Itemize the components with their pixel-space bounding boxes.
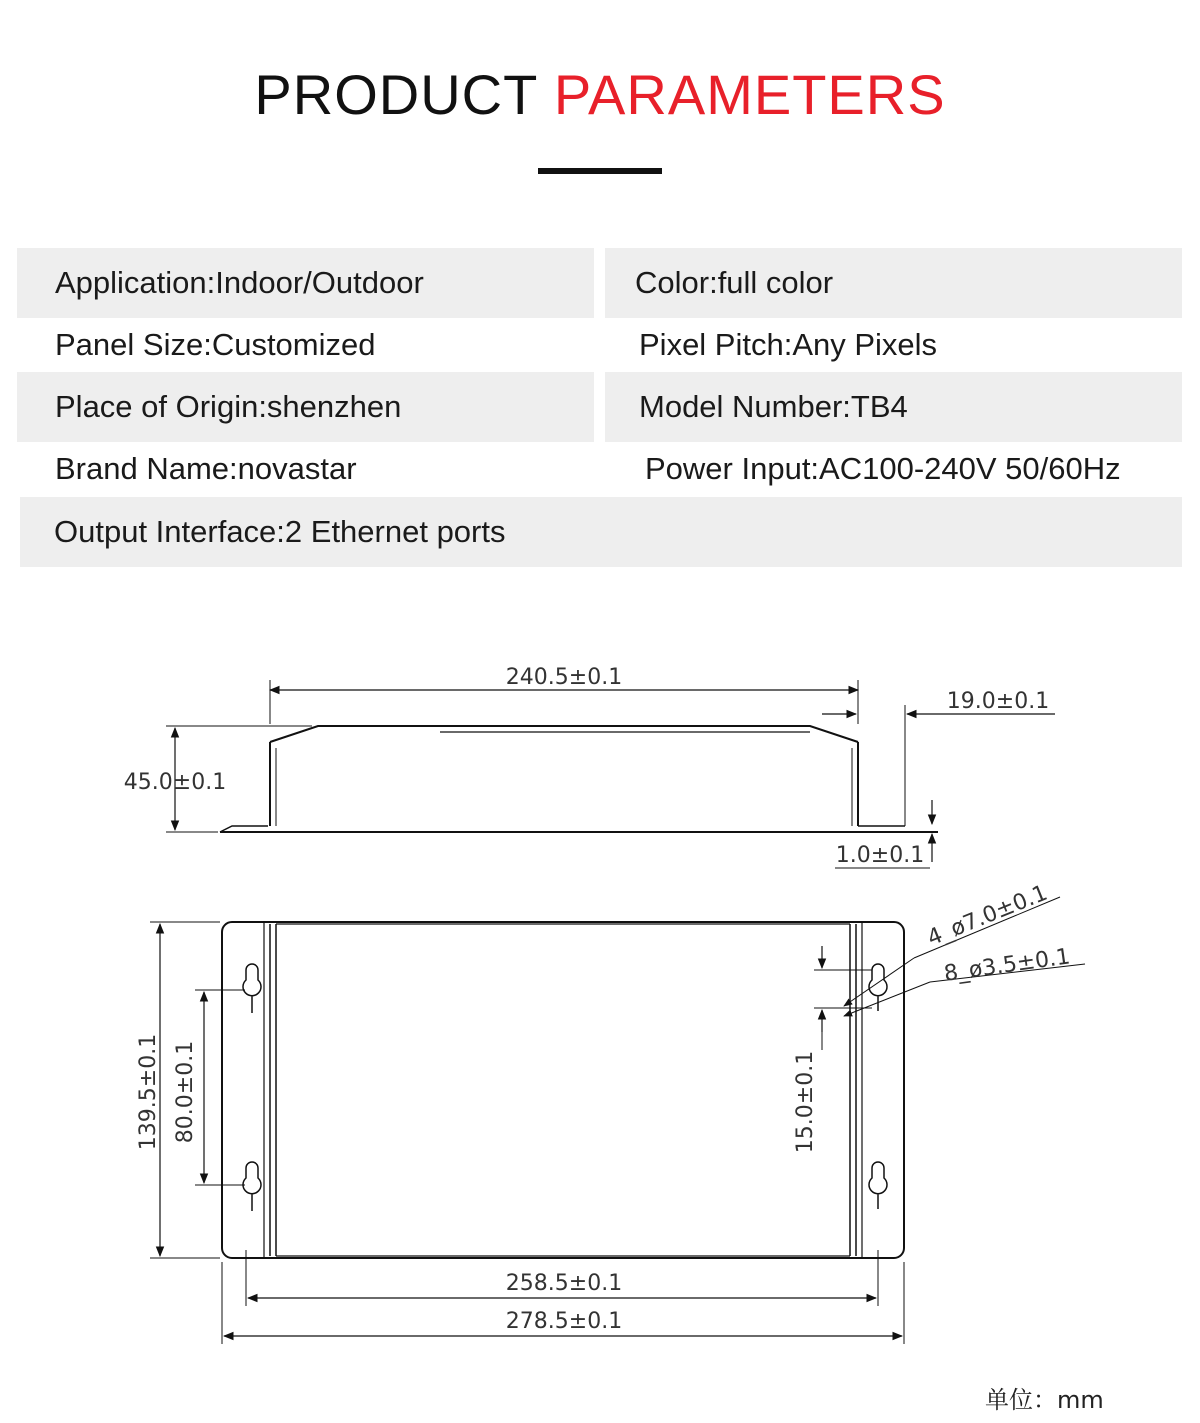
- param-model: Model Number:TB4: [605, 372, 1182, 442]
- dim-hole-spacing: 80.0±0.1: [173, 1040, 198, 1144]
- dim-slot-spacing: 15.0±0.1: [793, 1050, 818, 1154]
- param-application: Application:Indoor/Outdoor: [17, 248, 594, 318]
- unit-label: 单位：mm: [985, 1386, 1104, 1414]
- dim-depth: 139.5±0.1: [136, 1033, 161, 1151]
- dim-top-width: 240.5±0.1: [505, 665, 623, 690]
- param-color: Color:full color: [605, 248, 1182, 318]
- title-part-product: PRODUCT: [254, 63, 538, 126]
- dimension-drawing: [0, 600, 1200, 1380]
- dim-flange: 19.0±0.1: [946, 689, 1050, 714]
- title-underline: [538, 168, 662, 174]
- dim-hole-small: 8_ø3.5±0.1: [942, 944, 1072, 987]
- page-title: [0, 62, 1200, 127]
- param-output: Output Interface:2 Ethernet ports: [20, 497, 1182, 567]
- param-origin: Place of Origin:shenzhen: [17, 372, 594, 442]
- param-power: Power Input:AC100-240V 50/60Hz: [645, 451, 1121, 486]
- param-brand: Brand Name:novastar: [55, 451, 357, 486]
- side-view: [166, 680, 1055, 868]
- dim-base-thickness: 1.0±0.1: [835, 843, 925, 868]
- dim-height: 45.0±0.1: [123, 770, 227, 795]
- param-pixel-pitch: Pixel Pitch:Any Pixels: [639, 327, 938, 362]
- dim-hole-large: 4_ø7.0±0.1: [924, 880, 1052, 952]
- title-part-parameters: PARAMETERS: [553, 63, 946, 126]
- dim-inner-width: 258.5±0.1: [505, 1271, 623, 1296]
- param-panel-size: Panel Size:Customized: [55, 327, 376, 362]
- dim-outer-width: 278.5±0.1: [505, 1309, 623, 1334]
